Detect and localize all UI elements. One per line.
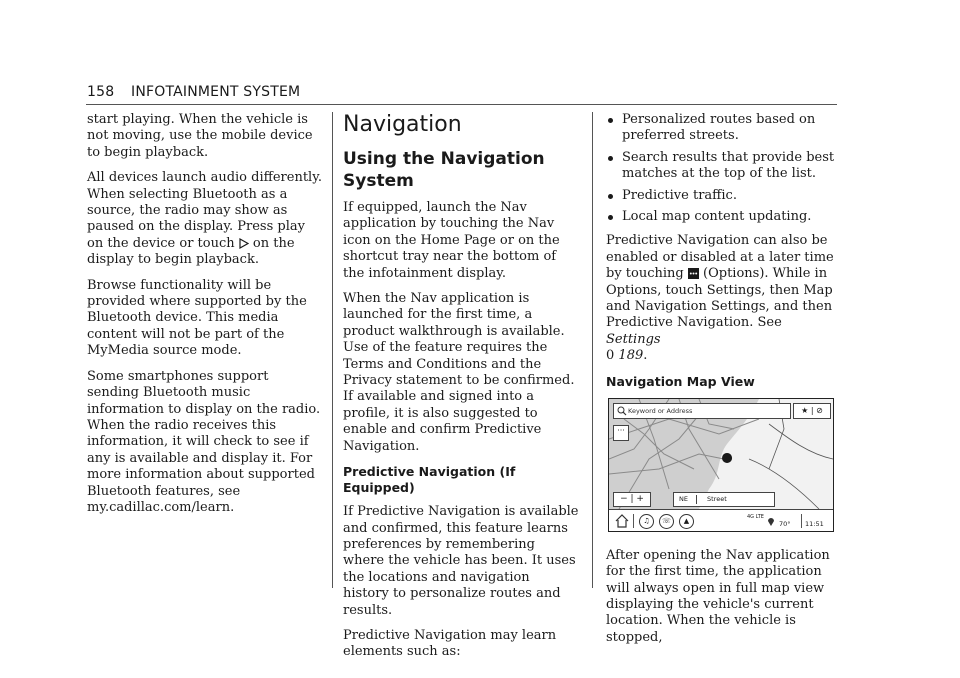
nav-icon[interactable]: ▲: [679, 514, 694, 529]
search-placeholder: Keyword or Address: [628, 406, 693, 415]
section-title: INFOTAINMENT SYSTEM: [130, 84, 301, 100]
divider: [801, 514, 802, 528]
paragraph-text: Predictive Navigation can also be enabled or disabled at a later time by touching: [606, 233, 834, 282]
paragraph: When the Nav application is launched for the first time, a product walkthrough is available. Use of the feature requires the Terms and Conditions and the Privacy statement to be confirmed. If available and signed into a profile, it is also suggested to enable and confirm Predictive Navigation.: [343, 291, 575, 454]
home-icon[interactable]: [615, 514, 629, 528]
shortcut-tray: [609, 509, 833, 532]
paragraph: If equipped, launch the Nav application by touching the Nav icon on the Home Page or on the shortcut tray near the bottom of the infotainment display.: [343, 200, 560, 281]
search-icon: [617, 406, 627, 416]
list-item: Local map content updating.: [606, 209, 838, 225]
header-rule: [86, 104, 837, 105]
column-2: [343, 112, 579, 670]
paragraph: After opening the Nav application for the first time, the application will always open in full map view displaying the vehicle's current location. When the vehicle is stopped,: [606, 547, 830, 645]
xref-page[interactable]: 189: [618, 348, 644, 364]
divider: [696, 495, 697, 504]
paragraph: Some smartphones support sending Bluetooth music information to display on the radio. When the radio receives this information, it will check to see if any is available and display it. For more information about supported Bluetooth features, see my.cadillac.com/learn.: [87, 368, 321, 515]
column-1: [87, 112, 323, 525]
page-header: [87, 84, 300, 100]
column-divider: [332, 112, 333, 588]
clock: 11:51: [805, 519, 824, 528]
divider: [633, 514, 634, 528]
list-item: Personalized routes based on preferred streets.: [606, 112, 838, 145]
options-icon: [688, 268, 699, 279]
xref-link[interactable]: Settings: [606, 331, 661, 347]
paragraph: Browse functionality will be provided where supported by the Bluetooth device. This media content will not be part of the MyMedia source mode.: [87, 277, 307, 359]
column-3: [606, 112, 838, 655]
list-item: Predictive traffic.: [606, 188, 838, 204]
list-item: Search results that provide best matches at the top of the list.: [606, 150, 838, 183]
menu-button[interactable]: ···: [613, 425, 629, 441]
favorites-button[interactable]: ★ | ⊘: [793, 403, 831, 419]
search-field[interactable]: [613, 403, 791, 419]
paragraph: start playing. When the vehicle is not moving, use the mobile device to begin playback.: [87, 112, 313, 160]
temperature: 70°: [779, 519, 791, 528]
topic-heading: Navigation Map View: [606, 373, 755, 389]
heading-direction: NE: [679, 494, 688, 503]
street-name: Street: [707, 494, 727, 503]
location-pin-icon: [767, 516, 775, 526]
page-number: 158: [87, 84, 115, 100]
zoom-control[interactable]: − | +: [613, 492, 651, 507]
topic-heading: Predictive Navigation (If Equipped): [343, 464, 516, 496]
signal-indicator: 4G LTE: [747, 513, 764, 520]
paragraph-text: All devices launch audio differently. When selecting Bluetooth as a source, the radio may show as paused on the display. Press play on the device or touch: [87, 170, 322, 251]
bullet-list: [606, 112, 838, 225]
street-indicator: [673, 492, 775, 507]
subsection-heading: Using the Navigation System: [343, 149, 545, 191]
phone-icon[interactable]: ☏: [659, 514, 674, 529]
paragraph-text: (Options). While in Options, touch Settings, then Map and Navigation Settings, and then Predictive Navigation. See: [606, 266, 833, 331]
column-divider: [592, 112, 593, 588]
paragraph: Predictive Navigation may learn elements such as:: [343, 627, 557, 660]
section-heading: Navigation: [343, 112, 462, 137]
play-icon: [239, 238, 249, 249]
paragraph: Predictive Navigation can also be enabled or disabled at a later time by touching (Options). While in Options, touch Settings, then Map and Navigation Settings, and then Predictive Navigation. See Settings 0 189.: [606, 233, 834, 364]
nav-map-figure: [608, 398, 834, 532]
xref-arrow-icon: 0: [606, 348, 615, 364]
paragraph: [87, 170, 323, 268]
paragraph: If Predictive Navigation is available and confirmed, this feature learns preferences by remembering where the vehicle has been. It uses the locations and navigation history to personalize routes and results.: [343, 504, 579, 618]
audio-icon[interactable]: ♫: [639, 514, 654, 529]
paragraph-text: on the display to begin playback.: [87, 235, 295, 268]
